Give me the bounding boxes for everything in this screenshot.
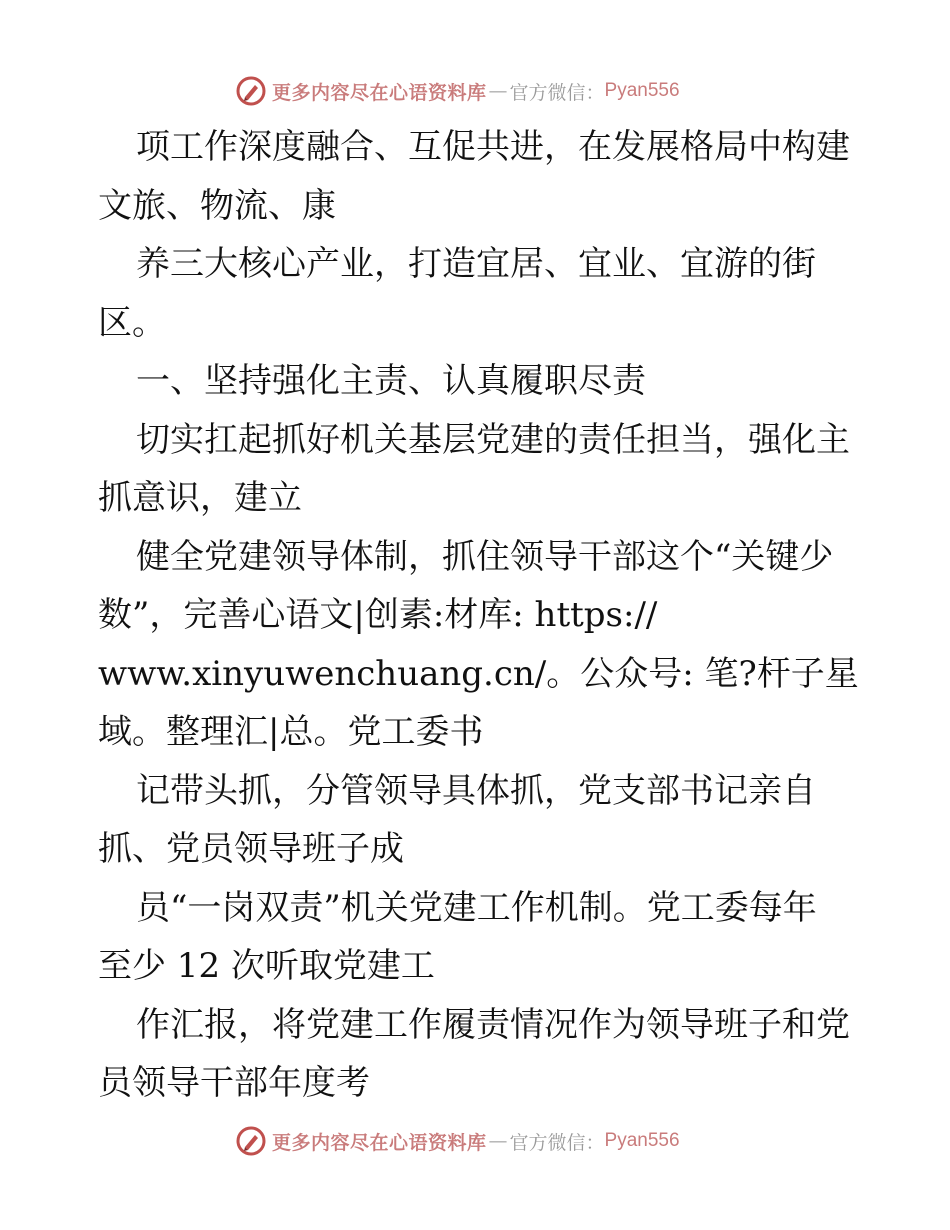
body-line: 员领导干部年度考: [98, 1063, 370, 1103]
watermark-label: 官方微信：: [509, 1131, 605, 1154]
watermark-separator: —: [488, 1130, 508, 1152]
footer-watermark: [236, 1124, 680, 1158]
watermark-id: Pyan556: [604, 80, 680, 101]
body-line: 作汇报，将党建工作履责情况作为领导班子和党: [136, 1004, 850, 1045]
header-watermark: [236, 74, 680, 108]
body-line: 抓意识，建立: [98, 478, 302, 518]
section-heading: 一、坚持强化主责、认真履职尽责: [136, 361, 646, 401]
body-line: www.xinyuwenchuang.cn/。公众号: 笔?杆子星: [98, 653, 859, 694]
body-line: 至少 12 次听取党建工: [98, 946, 435, 986]
document-body: [98, 118, 868, 1113]
body-line: 项工作深度融合、互促共进，在发展格局中构建: [136, 127, 850, 167]
body-line: 健全党建领导体制，抓住领导干部这个“关键少: [136, 536, 834, 577]
pen-circle-logo-icon: [236, 1126, 266, 1156]
body-line: 文旅、物流、康: [98, 185, 336, 226]
watermark-text: 更多内容尽在心语资料库: [272, 81, 487, 104]
watermark-id: Pyan556: [604, 1130, 680, 1151]
body-line: 记带头抓，分管领导具体抓，党支部书记亲自: [136, 770, 816, 811]
body-line: 抓、党员领导班子成: [98, 829, 404, 869]
body-line: 切实扛起抓好机关基层党建的责任担当，强化主: [136, 419, 850, 460]
pen-circle-logo-icon: [236, 76, 266, 106]
body-line: 域。整理汇|总。党工委书: [98, 712, 484, 752]
body-line: 员“一岗双责”机关党建工作机制。党工委每年: [136, 887, 817, 928]
body-line: 数”，完善心语文|创素:材库: https://: [98, 595, 658, 635]
watermark-label: 官方微信：: [509, 81, 605, 104]
body-line: 区。: [98, 302, 166, 343]
body-line: 养三大核心产业，打造宜居、宜业、宜游的街: [136, 244, 816, 284]
watermark-text: 更多内容尽在心语资料库: [272, 1131, 487, 1154]
watermark-separator: —: [488, 80, 508, 102]
